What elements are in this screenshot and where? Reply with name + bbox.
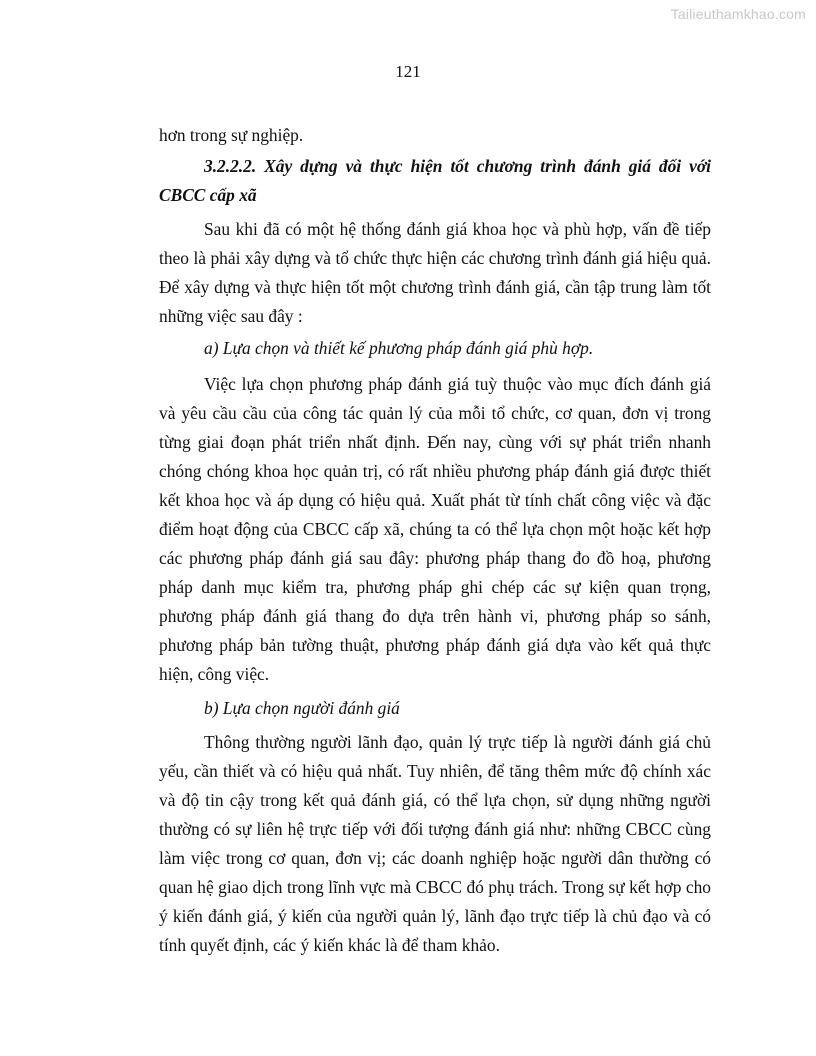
paragraph-line: yếu, cần thiết và có hiệu quả nhất. Tuy nhiên, để tăng thêm mức độ chính xác (159, 761, 711, 781)
paragraph-line: điểm hoạt động của CBCC cấp xã, chúng ta có thể lựa chọn một hoặc kết hợp (159, 519, 711, 539)
paragraph-line: thường có sự liên hệ trực tiếp với đối tượng đánh giá như: những CBCC cùng (159, 819, 711, 839)
paragraph-line: Thông thường người lãnh đạo, quản lý trực tiếp là người đánh giá chủ (204, 732, 711, 752)
paragraph-line: Để xây dựng và thực hiện tốt một chương trình đánh giá, cần tập trung làm tốt (159, 277, 711, 297)
paragraph-line: và yêu cầu cầu của công tác quản lý của mỗi tổ chức, cơ quan, đơn vị trong (159, 403, 711, 423)
paragraph-line: các phương pháp đánh giá sau đây: phương pháp thang đo đồ hoạ, phương (159, 548, 711, 568)
paragraph-line: phương pháp bản tường thuật, phương pháp đánh giá dựa vào kết quả thực (159, 635, 711, 655)
paragraph-line: hiện, công việc. (159, 664, 270, 684)
paragraph-line: quan hệ giao dịch trong lĩnh vực mà CBCC đó phụ trách. Trong sự kết hợp cho (159, 877, 711, 897)
subheading-a: a) Lựa chọn và thiết kế phương pháp đánh giá phù hợp. (204, 338, 594, 358)
section-heading: 3.2.2.2. Xây dựng và thực hiện tốt chương trình đánh giá đối với (204, 156, 711, 176)
paragraph-line: pháp danh mục kiểm tra, phương pháp ghi chép các sự kiện quan trọng, (159, 577, 711, 597)
watermark: Tailieuthamkhao.com (670, 6, 806, 22)
paragraph-line: phương pháp đánh giá thang đo dựa trên hành vi, phương pháp so sánh, (159, 606, 711, 626)
paragraph-line: từng giai đoạn phát triển nhất định. Đến nay, cùng với sự phát triển nhanh (159, 432, 711, 452)
page-number: 121 (395, 62, 421, 81)
paragraph-line: Sau khi đã có một hệ thống đánh giá khoa học và phù hợp, vấn đề tiếp (204, 219, 711, 239)
section-heading-cont: CBCC cấp xã (159, 185, 257, 205)
document-body (159, 121, 711, 960)
paragraph-line: những việc sau đây : (159, 306, 303, 326)
text-line: hơn trong sự nghiệp. (159, 125, 304, 145)
paragraph-line: kết khoa học và áp dụng có hiệu quả. Xuất phát từ tính chất công việc và đặc (159, 490, 711, 510)
paragraph-line: làm việc trong cơ quan, đơn vị; các doanh nghiệp hoặc người dân thường có (159, 848, 711, 868)
subheading-b: b) Lựa chọn người đánh giá (204, 698, 400, 718)
paragraph-line: Việc lựa chọn phương pháp đánh giá tuỳ thuộc vào mục đích đánh giá (204, 374, 711, 394)
paragraph-line: theo là phải xây dựng và tổ chức thực hiện các chương trình đánh giá hiệu quả. (159, 248, 711, 268)
paragraph-line: và độ tin cậy trong kết quả đánh giá, có thể lựa chọn, sử dụng những người (159, 790, 711, 810)
paragraph-line: ý kiến đánh giá, ý kiến của người quản lý, lãnh đạo trực tiếp là chủ đạo và có (159, 906, 711, 926)
paragraph-line: tính quyết định, các ý kiến khác là để tham khảo. (159, 935, 500, 955)
paragraph-line: chóng chóng khoa học quản trị, có rất nhiều phương pháp đánh giá được thiết (159, 461, 711, 481)
